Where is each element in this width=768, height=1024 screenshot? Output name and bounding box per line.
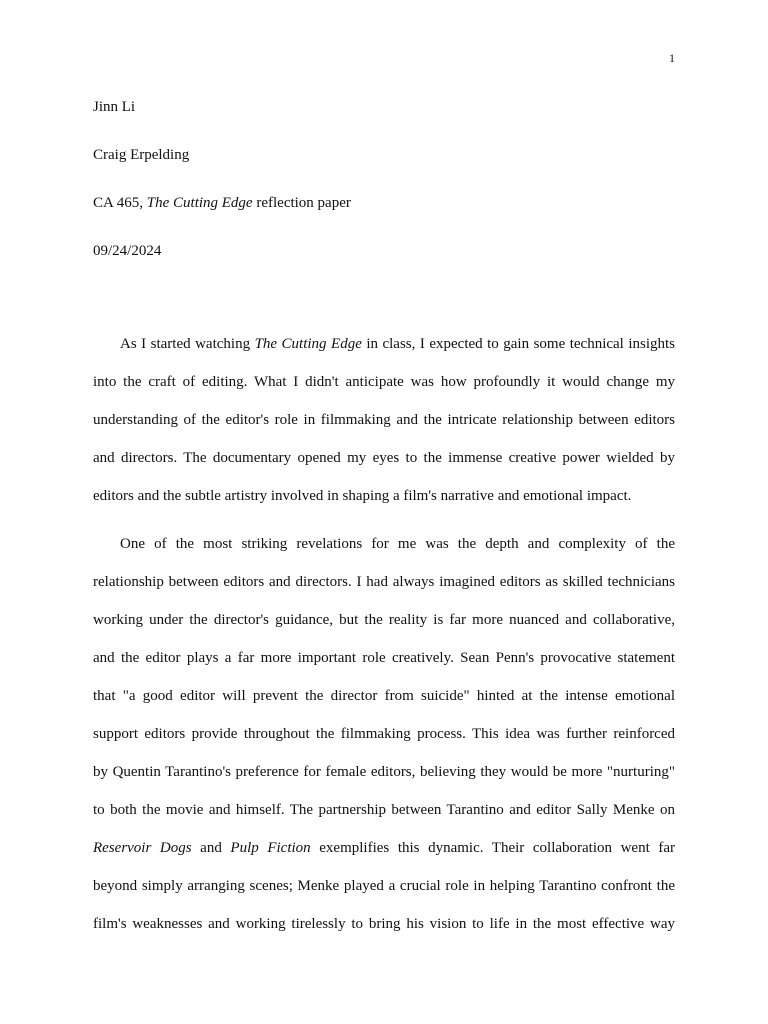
paragraph-line <box>93 325 675 363</box>
text-run: and <box>191 840 231 856</box>
paragraph-line: to both the movie and himself. The partnership between Tarantino and editor Sally Menke on <box>93 802 675 818</box>
paragraph-line: into the craft of editing. What I didn't anticipate was how profoundly it would change my <box>93 374 675 390</box>
film-title: The Cutting Edge <box>254 336 362 352</box>
text-run: in class, I expected to gain some technical insights <box>361 336 676 352</box>
paragraph-line: working under the director's guidance, but the reality is far more nuanced and collaborative, <box>93 612 675 628</box>
author-name: Jinn Li <box>93 99 136 115</box>
paragraph-line: beyond simply arranging scenes; Menke played a crucial role in helping Tarantino confront the <box>93 878 675 894</box>
paragraph-line: editors and the subtle artistry involved in shaping a film's narrative and emotional impact. <box>93 488 632 504</box>
paragraph-spacer <box>93 515 675 525</box>
paper-body <box>93 325 675 943</box>
text-run: exemplifies this dynamic. Their collaboration went far <box>310 840 675 856</box>
paper-date: 09/24/2024 <box>93 243 162 259</box>
text-run: One of the most striking revelations for me was the depth and complexity of the <box>120 536 675 552</box>
text-run: As I started watching <box>120 336 255 352</box>
paragraph-2 <box>93 525 675 943</box>
film-title: Reservoir Dogs <box>93 840 192 856</box>
course-prefix: CA 465, <box>93 195 147 211</box>
paragraph-line: understanding of the editor's role in filmmaking and the intricate relationship between editors <box>93 412 675 428</box>
film-title: Pulp Fiction <box>230 840 311 856</box>
paragraph-line: that "a good editor will prevent the director from suicide" hinted at the intense emotional <box>93 688 675 704</box>
paper-header <box>93 95 675 287</box>
paragraph-1 <box>93 325 675 515</box>
paragraph-line: relationship between editors and directors. I had always imagined editors as skilled technicians <box>93 574 675 590</box>
page-number: 1 <box>669 51 675 65</box>
paragraph-line: support editors provide throughout the filmmaking process. This idea was further reinforced <box>93 726 675 742</box>
course-title: The Cutting Edge <box>146 195 253 211</box>
paragraph-line: film's weaknesses and working tirelessly to bring his vision to life in the most effective way <box>93 916 675 932</box>
paragraph-line <box>93 525 675 563</box>
paragraph-line <box>93 829 675 867</box>
paragraph-line: and the editor plays a far more important role creatively. Sean Penn's provocative statement <box>93 650 675 666</box>
course-suffix: reflection paper <box>252 195 351 211</box>
instructor-name: Craig Erpelding <box>93 147 190 163</box>
paragraph-line: and directors. The documentary opened my eyes to the immense creative power wielded by <box>93 450 675 466</box>
course-line <box>93 191 675 239</box>
paragraph-line: by Quentin Tarantino's preference for female editors, believing they would be more "nurturing" <box>93 764 675 780</box>
